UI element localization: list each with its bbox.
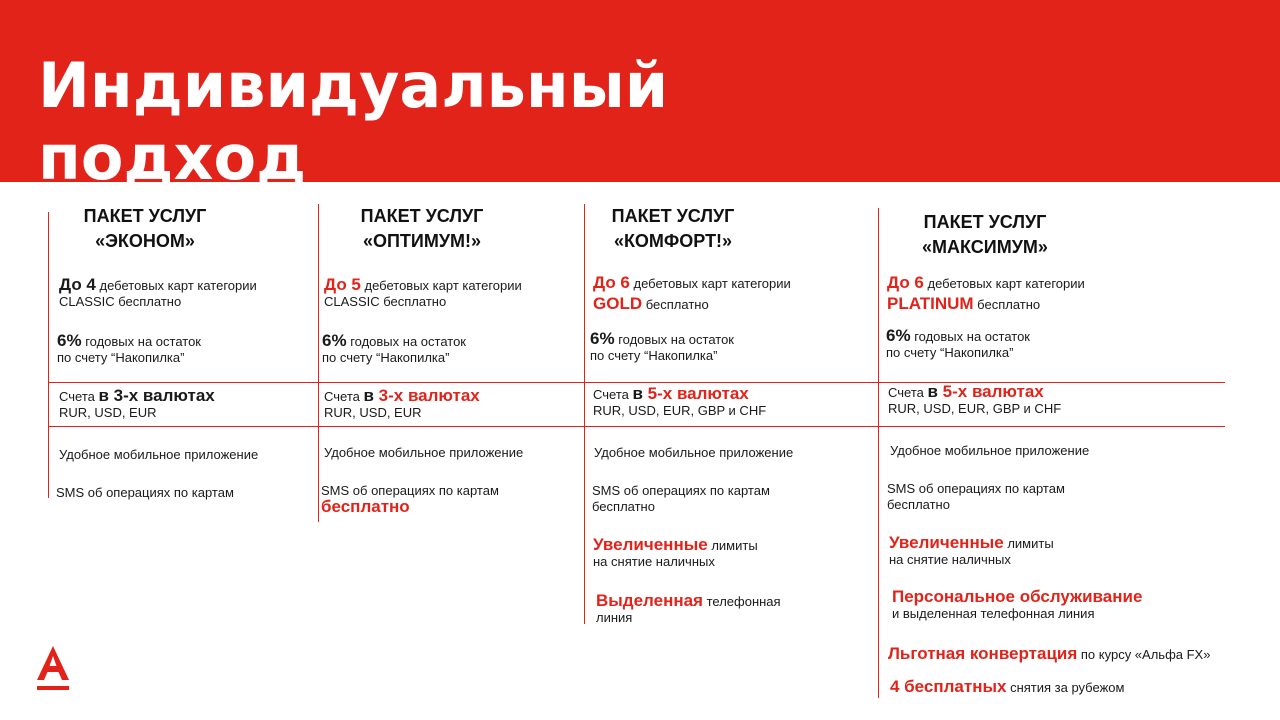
package-title-line-1: ПАКЕТ УСЛУГ: [923, 212, 1047, 232]
phone-accent: Выделенная: [596, 591, 703, 610]
cards-text: дебетовых карт категории: [923, 276, 1085, 291]
accounts-prefix: Счета: [324, 389, 364, 404]
sms-item: SMS об операциях по картам: [56, 485, 234, 500]
sms-text: SMS об операциях по картам: [321, 483, 499, 498]
app-item: Удобное мобильное приложение: [324, 445, 524, 460]
cards-line-2: CLASSIC бесплатно: [324, 294, 447, 309]
accounts-item: [593, 386, 766, 419]
accounts-accent: 5-х валютах: [942, 382, 1044, 401]
limits-line-2: на снятие наличных: [593, 554, 715, 569]
package-title-line-2: «МАКСИМУМ»: [922, 237, 1048, 257]
package-title-line-2: «КОМФОРТ!»: [613, 231, 733, 251]
package-title-line-2: «ОПТИМУМ!»: [362, 231, 482, 251]
cards-line-2: бесплатно: [973, 297, 1041, 312]
app-item: Удобное мобильное приложение: [890, 443, 1090, 458]
conversion-text: по курсу «Альфа FX»: [1077, 647, 1211, 662]
limits-item: [593, 537, 758, 570]
title-line-1: Индивидуальный: [38, 49, 669, 122]
rate-text: годовых на остаток: [346, 334, 466, 349]
column-divider-3: [584, 204, 585, 624]
cards-count: До 4: [59, 275, 96, 294]
accounts-item: [324, 388, 480, 421]
accounts-preposition: в: [632, 384, 648, 403]
package-title-line-1: ПАКЕТ УСЛУГ: [611, 206, 735, 226]
cards-item: [593, 275, 791, 313]
cards-line-2: CLASSIC бесплатно: [59, 294, 182, 309]
package-title-optimum: [337, 204, 507, 254]
service-accent: Персональное обслуживание: [892, 587, 1143, 606]
rate-item: [57, 333, 201, 366]
cards-text: дебетовых карт категории: [360, 278, 522, 293]
sms-text: SMS об операциях по картам: [592, 483, 770, 498]
package-title-comfort: [588, 204, 758, 254]
row-divider-bottom: [48, 426, 1225, 427]
sms-line-2: бесплатно: [592, 499, 655, 514]
abroad-accent: 4 бесплатных: [890, 677, 1007, 696]
sms-item: [887, 481, 1065, 513]
cards-count: До 6: [593, 273, 630, 292]
row-divider-top: [48, 382, 1225, 383]
service-line-2: и выделенная телефонная линия: [892, 606, 1095, 621]
accounts-currencies: RUR, USD, EUR: [59, 405, 157, 420]
accounts-preposition: в: [927, 382, 943, 401]
rate-line-2: по счету “Накопилка”: [322, 350, 450, 365]
card-category: PLATINUM: [887, 294, 974, 313]
accounts-currencies: RUR, USD, EUR: [324, 405, 422, 420]
rate-item: [322, 333, 466, 366]
cards-item: [324, 277, 522, 310]
sms-text: SMS об операциях по картам: [887, 481, 1065, 496]
column-divider-1: [48, 212, 49, 498]
accounts-prefix: Счета: [888, 385, 928, 400]
accounts-accent: в 3-х валютах: [98, 386, 215, 405]
sms-free-accent: бесплатно: [321, 497, 410, 516]
package-title-maximum: [900, 210, 1070, 260]
cards-item: [887, 275, 1085, 313]
sms-line-2: бесплатно: [887, 497, 950, 512]
app-item: Удобное мобильное приложение: [594, 445, 794, 460]
sms-item: [592, 483, 770, 515]
cards-count: До 6: [887, 273, 924, 292]
sms-item: [321, 483, 499, 515]
conversion-accent: Льготная конвертация: [888, 644, 1078, 663]
cards-text: дебетовых карт категории: [95, 278, 257, 293]
package-title-econom: [60, 204, 230, 254]
rate-value: 6%: [590, 329, 615, 348]
rate-item: [590, 331, 734, 364]
rate-text: годовых на остаток: [910, 329, 1030, 344]
phone-line-2: линия: [596, 610, 633, 625]
accounts-preposition: в: [363, 386, 379, 405]
accounts-currencies: RUR, USD, EUR, GBP и CHF: [593, 403, 767, 418]
accounts-accent: 5-х валютах: [647, 384, 749, 403]
app-item: Удобное мобильное приложение: [59, 447, 259, 462]
rate-value: 6%: [322, 331, 347, 350]
cards-count: До 5: [324, 275, 361, 294]
rate-value: 6%: [57, 331, 82, 350]
limits-text: лимиты: [707, 538, 758, 553]
package-title-line-1: ПАКЕТ УСЛУГ: [360, 206, 484, 226]
rate-text: годовых на остаток: [614, 332, 734, 347]
personal-service-item: [892, 589, 1142, 622]
accounts-prefix: Счета: [593, 387, 633, 402]
abroad-withdrawal-item: [890, 679, 1124, 696]
accounts-prefix: Счета: [59, 389, 99, 404]
rate-line-2: по счету “Накопилка”: [590, 348, 718, 363]
alfa-bank-logo-icon: [36, 646, 70, 694]
column-divider-2: [318, 204, 319, 522]
cards-line-2: бесплатно: [642, 297, 709, 312]
limits-text: лимиты: [1003, 536, 1054, 551]
title-line-2: подход: [38, 121, 307, 194]
accounts-item: [59, 388, 215, 421]
limits-accent: Увеличенные: [593, 535, 708, 554]
rate-text: годовых на остаток: [81, 334, 201, 349]
limits-line-2: на снятие наличных: [889, 552, 1011, 567]
page-title: [38, 50, 668, 194]
cards-item: [59, 277, 257, 310]
phone-text: телефонная: [702, 594, 781, 609]
rate-line-2: по счету “Накопилка”: [886, 345, 1014, 360]
rate-line-2: по счету “Накопилка”: [57, 350, 185, 365]
package-title-line-1: ПАКЕТ УСЛУГ: [83, 206, 207, 226]
rate-value: 6%: [886, 326, 911, 345]
card-category: GOLD: [593, 294, 643, 313]
abroad-text: снятия за рубежом: [1006, 680, 1125, 695]
conversion-item: [888, 646, 1210, 663]
rate-item: [886, 328, 1030, 361]
limits-item: [889, 535, 1054, 568]
package-title-line-2: «ЭКОНОМ»: [95, 231, 195, 251]
limits-accent: Увеличенные: [889, 533, 1004, 552]
accounts-item: [888, 384, 1061, 417]
phone-line-item: [596, 593, 781, 626]
cards-text: дебетовых карт категории: [629, 276, 791, 291]
column-divider-4: [878, 208, 879, 698]
accounts-currencies: RUR, USD, EUR, GBP и CHF: [888, 401, 1062, 416]
accounts-accent: 3-х валютах: [378, 386, 480, 405]
